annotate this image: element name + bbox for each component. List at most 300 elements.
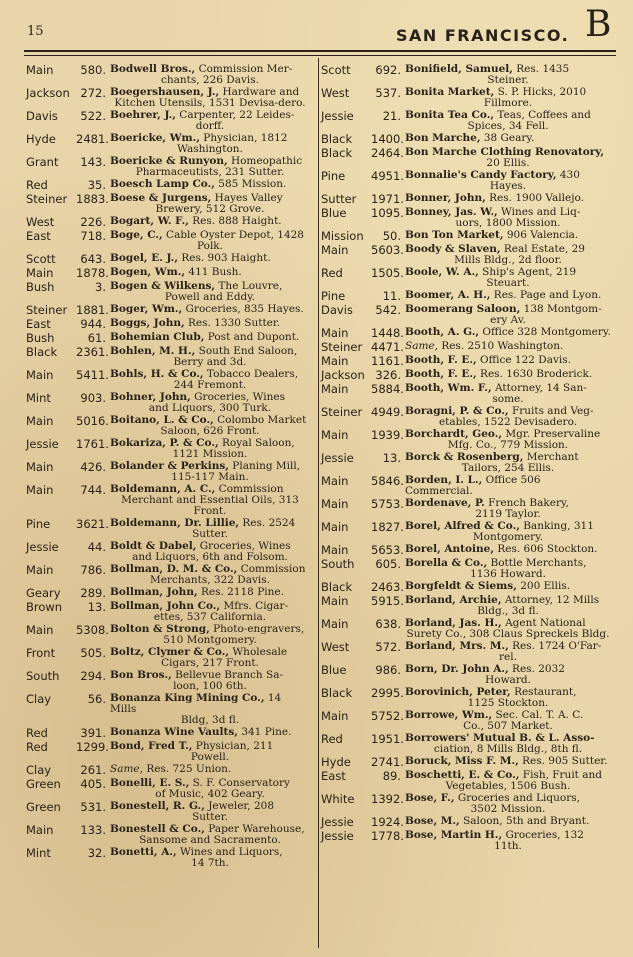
- phone-number: 4949.: [371, 405, 404, 419]
- listing-row: [321, 290, 611, 303]
- listing-detail: Res. 2032: [512, 663, 565, 675]
- exchange-name: Bush: [26, 331, 55, 345]
- listing-row: [26, 693, 310, 726]
- listing-detail: Commission: [240, 563, 306, 575]
- listing-detail: 430: [559, 169, 580, 181]
- listing-continuation: 2119 Taylor.: [475, 508, 541, 520]
- listing-detail: South End Saloon,: [198, 345, 298, 357]
- listing-text: [110, 564, 310, 586]
- listing-name: Bon Marche Clothing Renovatory,: [405, 146, 605, 158]
- listing-name: Bonestell, R. G.,: [110, 800, 205, 812]
- listing-text: [405, 230, 611, 241]
- listing-name: Bohner, John,: [110, 391, 191, 403]
- listing-row: [321, 133, 611, 146]
- listing-row: [321, 110, 611, 132]
- listing-row: [26, 179, 310, 192]
- listing-detail: 585 Mission.: [218, 178, 287, 190]
- listing-row: [26, 670, 310, 692]
- listing-text: [405, 558, 611, 580]
- listing-detail: Office 122 Davis.: [480, 354, 571, 366]
- listing-text: [405, 170, 611, 192]
- listing-detail: The Louvre,: [218, 280, 283, 292]
- listing-text: [110, 281, 310, 303]
- listing-text: [405, 383, 611, 405]
- listing-continuation: Howard.: [485, 674, 531, 686]
- phone-number: 1392.: [371, 792, 404, 806]
- listing-row: [26, 332, 310, 345]
- listing-row: [26, 484, 310, 517]
- listing-text: [405, 710, 611, 732]
- listing-name: Bogart, W. F.,: [110, 215, 189, 227]
- phone-number: 531.: [80, 800, 106, 814]
- listing-detail: 200 Ellis.: [520, 580, 571, 592]
- listing-row: [26, 518, 310, 540]
- listing-detail: Cable Oyster Depot, 1428: [166, 229, 304, 241]
- listing-text: [405, 369, 611, 380]
- listing-row: [321, 521, 611, 543]
- exchange-name: East: [321, 769, 346, 783]
- listing-detail: Mgr. Preservaline: [505, 428, 601, 440]
- exchange-name: South: [26, 669, 60, 683]
- listing-text: [405, 193, 611, 204]
- exchange-name: Brown: [26, 600, 63, 614]
- listing-text: [110, 587, 310, 598]
- phone-number: 21.: [382, 109, 401, 123]
- listing-continuation: Kitchen Utensils, 1531 Devisa-dero.: [114, 97, 306, 109]
- listing-continuation: Bldg, 3d fl.: [180, 714, 240, 726]
- listing-text: [405, 521, 611, 543]
- phone-number: 580.: [80, 63, 106, 77]
- listing-name: Bogen & Wilkens,: [110, 280, 216, 292]
- listing-detail: Res. 725 Union.: [146, 763, 232, 775]
- listing-text: [405, 341, 611, 352]
- listing-row: [26, 541, 310, 563]
- listing-detail: 138 Montgom-: [523, 303, 602, 315]
- listing-continuation: Powell.: [190, 751, 230, 763]
- listing-detail: 411 Bush.: [188, 266, 242, 278]
- listing-text: [405, 687, 611, 709]
- phone-number: 2463.: [371, 580, 404, 594]
- exchange-name: Front: [26, 646, 56, 660]
- listing-text: [405, 429, 611, 451]
- phone-number: 692.: [375, 63, 401, 77]
- listing-continuation: Steiner.: [487, 74, 529, 86]
- listing-detail: S. F. Conservatory: [192, 777, 290, 789]
- listing-continuation: ciation, 8 Mills Bldg., 8th fl.: [433, 743, 583, 755]
- listing-name: Boese & Jurgens,: [110, 192, 212, 204]
- phone-number: 13.: [382, 451, 401, 465]
- exchange-name: Main: [26, 823, 54, 837]
- listing-row: [26, 281, 310, 303]
- listing-name: Boesch Lamp Co.,: [110, 178, 215, 190]
- phone-number: 56.: [87, 692, 106, 706]
- phone-number: 1400.: [371, 132, 404, 146]
- listing-text: [110, 179, 310, 190]
- listing-detail: Post and Dupont.: [207, 331, 300, 343]
- listing-continuation: uors, 1800 Mission.: [455, 217, 561, 229]
- phone-number: 944.: [80, 317, 106, 331]
- listing-detail: Res. 903 Haight.: [181, 252, 271, 264]
- exchange-name: Main: [321, 709, 349, 723]
- listing-continuation: Pharmaceutists, 231 Sutter.: [135, 166, 285, 178]
- listing-continuation: Tailors, 254 Ellis.: [461, 462, 555, 474]
- exchange-name: Steiner: [26, 192, 68, 206]
- listing-row: [26, 647, 310, 669]
- listing-row: [26, 87, 310, 109]
- listing-continuation: Mills Bldg., 2d floor.: [454, 254, 562, 266]
- listing-text: [110, 216, 310, 227]
- listing-row: [26, 216, 310, 229]
- listing-continuation: 510 Montgomery.: [163, 634, 257, 646]
- listing-continuation: Fillmore.: [483, 97, 533, 109]
- listing-text: [110, 346, 310, 368]
- listing-name: Boruck, Miss F. M.,: [405, 755, 519, 767]
- exchange-name: Scott: [26, 252, 56, 266]
- listing-detail: Groceries, Wines: [199, 540, 291, 552]
- listing-name: Boehrer, J.,: [110, 109, 176, 121]
- listing-name: Bonifield, Samuel,: [405, 63, 513, 75]
- exchange-name: Main: [321, 617, 349, 631]
- listing-text: [110, 133, 310, 155]
- listing-detail: 38 Geary.: [483, 132, 535, 144]
- exchange-name: Hyde: [26, 132, 56, 146]
- listing-text: [405, 87, 611, 109]
- phone-number: 1095.: [371, 206, 404, 220]
- listing-continuation: 1125 Stockton.: [467, 697, 549, 709]
- listing-continuation: 115-117 Main.: [171, 471, 249, 483]
- listing-text: [405, 581, 611, 592]
- listing-detail: Wines and Liq-: [501, 206, 581, 218]
- exchange-name: Red: [321, 266, 343, 280]
- listing-detail: Bottle Merchants,: [490, 557, 587, 569]
- listing-row: [321, 687, 611, 709]
- listing-text: [110, 601, 310, 623]
- listing-name: Bollman, John,: [110, 586, 198, 598]
- listing-text: [405, 793, 611, 815]
- phone-number: 2995.: [371, 686, 404, 700]
- listing-continuation: and Liquors, 6th and Folsom.: [132, 551, 288, 563]
- listing-name: Bogel, E. J.,: [110, 252, 178, 264]
- exchange-name: Mint: [26, 391, 51, 405]
- listing-detail: Saloon, 5th and Bryant.: [463, 815, 590, 827]
- listing-name: Boericke, Wm.,: [110, 132, 200, 144]
- listing-row: [26, 133, 310, 155]
- listing-detail: Restaurant,: [514, 686, 577, 698]
- listing-row: [321, 756, 611, 769]
- phone-number: 4471.: [371, 340, 404, 354]
- phone-number: 391.: [80, 726, 106, 740]
- exchange-name: Mission: [321, 229, 364, 243]
- exchange-name: Green: [26, 800, 61, 814]
- listing-detail: Fruits and Veg-: [511, 405, 594, 417]
- exchange-name: Main: [26, 460, 54, 474]
- listing-continuation: 14 7th.: [191, 857, 229, 869]
- phone-number: 522.: [80, 109, 106, 123]
- exchange-name: Geary: [26, 586, 61, 600]
- listing-name: Boole, W. A.,: [405, 266, 479, 278]
- listing-detail: Attorney, 12 Mills: [504, 594, 600, 606]
- exchange-name: Jessie: [321, 829, 354, 843]
- listing-continuation: 1136 Howard.: [470, 568, 546, 580]
- listing-name: Borel, Alfred & Co.,: [405, 520, 520, 532]
- listing-row: [26, 601, 310, 623]
- phone-number: 5653.: [371, 543, 404, 557]
- listing-row: [321, 544, 611, 557]
- exchange-name: Clay: [26, 763, 52, 777]
- phone-number: 1761.: [76, 437, 109, 451]
- listing-row: [26, 801, 310, 823]
- listing-detail: Hardware and: [222, 86, 300, 98]
- listing-text: [110, 253, 310, 264]
- left-column: [26, 64, 310, 870]
- listing-name: Borella & Co.,: [405, 557, 488, 569]
- listing-text: [110, 415, 310, 437]
- exchange-name: Pine: [26, 517, 51, 531]
- listing-name: Bonita Market,: [405, 86, 495, 98]
- listing-continuation: loon, 100 6th.: [173, 680, 247, 692]
- listing-detail: Colombo Market: [217, 414, 307, 426]
- listing-name: Booth, F. E.,: [405, 354, 477, 366]
- listing-name: Bollman, John Co.,: [110, 600, 221, 612]
- listing-continuation: Cigars, 217 Front.: [161, 657, 259, 669]
- listing-continuation: 244 Fremont.: [173, 379, 247, 391]
- listing-row: [321, 498, 611, 520]
- listing-detail: Merchant: [526, 451, 579, 463]
- phone-number: 2361.: [76, 345, 109, 359]
- exchange-name: Main: [321, 594, 349, 608]
- listing-name: Bohls, H. & Co.,: [110, 368, 204, 380]
- listing-text: [110, 267, 310, 278]
- listing-detail: Res. 905 Sutter.: [522, 755, 608, 767]
- listing-continuation: rel.: [499, 651, 517, 663]
- listing-text: [405, 64, 611, 86]
- listing-name: Bon Bros.,: [110, 669, 172, 681]
- exchange-name: Jackson: [321, 368, 365, 382]
- listing-detail: Res. 2510 Washington.: [441, 340, 564, 352]
- listing-detail: Tobacco Dealers,: [206, 368, 299, 380]
- listing-text: [405, 304, 611, 326]
- listing-name: Boomerang Saloon,: [405, 303, 521, 315]
- listing-text: [110, 764, 310, 775]
- phone-number: 405.: [80, 777, 106, 791]
- listing-continuation: and Liquors, 300 Turk.: [148, 402, 272, 414]
- listing-name: Boitano, L. & Co.,: [110, 414, 214, 426]
- listing-text: [110, 87, 310, 109]
- exchange-name: Main: [321, 382, 349, 396]
- listing-text: [405, 406, 611, 428]
- listing-continuation: 3502 Mission.: [470, 803, 546, 815]
- exchange-name: Main: [26, 483, 54, 497]
- exchange-name: Jessie: [26, 540, 59, 554]
- phone-number: 5016.: [76, 414, 109, 428]
- listing-name: Bohemian Club,: [110, 331, 205, 343]
- listing-same: Same,: [405, 340, 438, 352]
- listing-text: [405, 618, 611, 640]
- phone-number: 261.: [80, 763, 106, 777]
- phone-number: 1971.: [371, 192, 404, 206]
- listing-row: [321, 355, 611, 368]
- listing-name: Borrowers' Mutual B. & L. Asso-: [405, 732, 595, 744]
- exchange-name: Main: [26, 563, 54, 577]
- exchange-name: Steiner: [26, 303, 68, 317]
- listing-name: Bolton & Strong,: [110, 623, 210, 635]
- listing-row: [26, 110, 310, 132]
- listing-detail: Attorney, 14 San-: [494, 382, 587, 394]
- listing-detail: Office 328 Montgomery.: [482, 326, 611, 338]
- listing-name: Bose, Martin H.,: [405, 829, 503, 841]
- listing-row: [321, 816, 611, 829]
- listing-name: Bollman, D. M. & Co.,: [110, 563, 238, 575]
- listing-row: [26, 564, 310, 586]
- phone-number: 226.: [80, 215, 106, 229]
- phone-number: 5752.: [371, 709, 404, 723]
- listing-detail: S. P. Hicks, 2010: [497, 86, 587, 98]
- listing-row: [26, 847, 310, 869]
- phone-number: 1505.: [371, 266, 404, 280]
- listing-row: [321, 244, 611, 266]
- listing-detail: Physician, 1812: [203, 132, 288, 144]
- listing-detail: Res. 1900 Vallejo.: [489, 192, 584, 204]
- listing-row: [321, 267, 611, 289]
- listing-name: Bordenave, P.: [405, 497, 485, 509]
- exchange-name: Steiner: [321, 340, 363, 354]
- listing-row: [26, 253, 310, 266]
- listing-text: [110, 64, 310, 86]
- listing-detail: Office 506 Commercial.: [405, 474, 541, 497]
- listing-continuation: Washington.: [177, 143, 243, 155]
- listing-row: [321, 406, 611, 428]
- exchange-name: West: [26, 215, 55, 229]
- listing-detail: Hayes Valley: [214, 192, 283, 204]
- listing-continuation: ery Av.: [490, 314, 526, 326]
- listing-row: [26, 438, 310, 460]
- exchange-name: Scott: [321, 63, 351, 77]
- listing-name: Borland, Archie,: [405, 594, 502, 606]
- listing-detail: Royal Saloon,: [222, 437, 295, 449]
- phone-number: 2481.: [76, 132, 109, 146]
- listing-continuation: Bldg., 3d fl.: [477, 605, 539, 617]
- listing-row: [26, 318, 310, 331]
- listing-detail: Res. 1630 Broderick.: [480, 368, 593, 380]
- exchange-name: Black: [321, 686, 353, 700]
- listing-text: [110, 801, 310, 823]
- listing-row: [321, 793, 611, 815]
- phone-number: 2464.: [371, 146, 404, 160]
- listing-name: Booth, Wm. F.,: [405, 382, 492, 394]
- listing-name: Borland, Mrs. M.,: [405, 640, 509, 652]
- listing-name: Boldt & Dabel,: [110, 540, 197, 552]
- listing-row: [321, 87, 611, 109]
- listing-detail: 906 Valencia.: [506, 229, 579, 241]
- exchange-name: White: [321, 792, 355, 806]
- phone-number: 1299.: [76, 740, 109, 754]
- listing-continuation: Surety Co., 308 Claus Spreckels Bldg.: [406, 628, 610, 640]
- listing-name: Borel, Antoine,: [405, 543, 494, 555]
- listing-text: [405, 498, 611, 520]
- phone-number: 1448.: [371, 326, 404, 340]
- listing-continuation: ettes, 537 California.: [153, 611, 267, 623]
- exchange-name: Main: [26, 63, 54, 77]
- phone-number: 5846.: [371, 474, 404, 488]
- listing-text: [110, 647, 310, 669]
- listing-row: [321, 641, 611, 663]
- listing-row: [321, 581, 611, 594]
- listing-text: [110, 110, 310, 132]
- listing-text: [110, 824, 310, 846]
- exchange-name: Pine: [321, 289, 346, 303]
- listing-row: [321, 830, 611, 852]
- listing-continuation: Powell and Eddy.: [164, 291, 256, 303]
- listing-name: Boltz, Clymer & Co.,: [110, 646, 230, 658]
- exchange-name: Main: [26, 414, 54, 428]
- phone-number: 294.: [80, 669, 106, 683]
- phone-number: 13.: [87, 600, 106, 614]
- listing-row: [321, 595, 611, 617]
- listing-continuation: Brewery, 512 Grove.: [155, 203, 265, 215]
- listing-continuation: of Music, 402 Geary.: [155, 788, 265, 800]
- listing-name: Borland, Jas. H.,: [405, 617, 502, 629]
- exchange-name: Red: [26, 726, 48, 740]
- phone-number: 537.: [375, 86, 401, 100]
- listing-text: [405, 355, 611, 366]
- listing-name: Bose, M.,: [405, 815, 460, 827]
- listing-continuation: Polk.: [196, 240, 224, 252]
- listing-text: [110, 484, 310, 517]
- listing-detail: Planing Mill,: [232, 460, 301, 472]
- listing-row: [26, 587, 310, 600]
- exchange-name: East: [26, 317, 51, 331]
- exchange-name: Main: [321, 428, 349, 442]
- listing-row: [321, 193, 611, 206]
- phone-number: 89.: [382, 769, 401, 783]
- phone-number: 1924.: [371, 815, 404, 829]
- listing-text: [110, 304, 310, 315]
- listing-row: [321, 733, 611, 755]
- listing-name: Borchardt, Geo.,: [405, 428, 503, 440]
- listing-detail: Res. 888 Haight.: [192, 215, 282, 227]
- listing-name: Bonestell & Co.,: [110, 823, 205, 835]
- listing-continuation: Saloon, 626 Front.: [160, 425, 260, 437]
- exchange-name: Jackson: [26, 86, 70, 100]
- exchange-name: Hyde: [321, 755, 351, 769]
- exchange-name: Black: [26, 345, 58, 359]
- listing-text: [405, 756, 611, 767]
- right-column: [321, 64, 611, 853]
- listing-row: [321, 207, 611, 229]
- listing-name: Bonanza Wine Vaults,: [110, 726, 238, 738]
- listing-continuation: Sutter.: [192, 811, 228, 823]
- exchange-name: South: [321, 557, 355, 571]
- exchange-name: West: [321, 86, 350, 100]
- phone-number: 143.: [80, 155, 106, 169]
- listing-continuation: Vegetables, 1506 Bush.: [445, 780, 571, 792]
- listing-text: [405, 475, 611, 497]
- listing-detail: Carpenter, 22 Leides-: [179, 109, 295, 121]
- listing-text: [110, 230, 310, 252]
- exchange-name: East: [26, 229, 51, 243]
- exchange-name: Main: [321, 354, 349, 368]
- listing-detail: Res. 1724 O'Far-: [512, 640, 602, 652]
- phone-number: 289.: [80, 586, 106, 600]
- exchange-name: Davis: [321, 303, 353, 317]
- listing-row: [321, 369, 611, 382]
- listing-detail: Wholesale: [232, 646, 288, 658]
- listing-continuation: Merchants, 322 Davis.: [149, 574, 270, 586]
- listing-detail: Agent National: [505, 617, 586, 629]
- listing-row: [26, 64, 310, 86]
- phone-number: 3621.: [76, 517, 109, 531]
- listing-row: [321, 452, 611, 474]
